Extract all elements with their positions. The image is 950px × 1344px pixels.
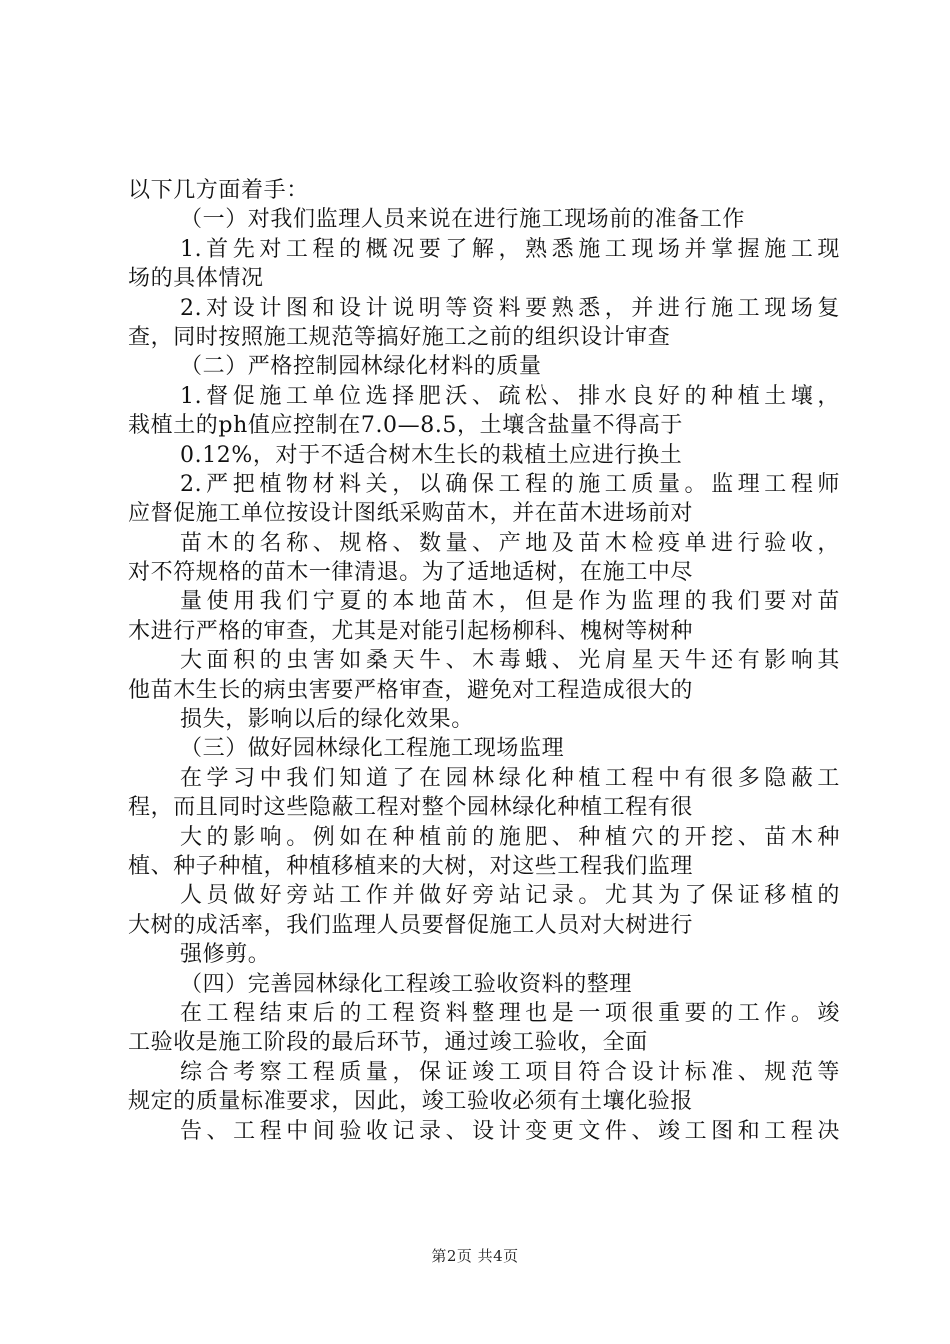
text-line: 大的影响。例如在种植前的施肥、种植穴的开挖、苗木种 xyxy=(180,824,840,850)
text-line: （二）严格控制园林绿化材料的质量 xyxy=(180,354,542,380)
text-line: 人员做好旁站工作并做好旁站记录。尤其为了保证移植的 xyxy=(180,883,840,909)
text-line: 苗木的名称、规格、数量、产地及苗木检疫单进行验收， xyxy=(180,530,840,556)
text-line: 以下几方面着手： xyxy=(128,178,309,203)
text-line: （三）做好园林绿化工程施工现场监理 xyxy=(180,736,565,762)
text-line: 1.首先对工程的概况要了解，熟悉施工现场并掌握施工现 xyxy=(180,236,840,262)
text-line: 应督促施工单位按设计图纸采购苗木，并在苗木进场前对 xyxy=(128,501,694,527)
text-line: 量使用我们宁夏的本地苗木，但是作为监理的我们要对苗 xyxy=(180,589,840,615)
document-body xyxy=(128,176,840,1146)
text-line: 对不符规格的苗木一律清退。为了适地适树，在施工中尽 xyxy=(128,560,694,586)
text-line: 植、种子种植，种植移植来的大树，对这些工程我们监理 xyxy=(128,853,694,879)
text-line: 1.督促施工单位选择肥沃、疏松、排水良好的种植土壤， xyxy=(180,383,840,409)
text-line: 场的具体情况 xyxy=(128,266,264,292)
text-line: 强修剪。 xyxy=(180,942,271,968)
text-line: （一）对我们监理人员来说在进行施工现场前的准备工作 xyxy=(180,207,746,233)
text-line: 告、工程中间验收记录、设计变更文件、竣工图和工程决 xyxy=(180,1118,840,1144)
text-line: 栽植土的ph值应控制在7.0—8.5，土壤含盐量不得高于 xyxy=(128,413,684,439)
text-line: 工验收是施工阶段的最后环节，通过竣工验收，全面 xyxy=(128,1030,648,1056)
text-line: 木进行严格的审查，尤其是对能引起杨柳科、槐树等树种 xyxy=(128,618,694,644)
text-line: 他苗木生长的病虫害要严格审查，避免对工程造成很大的 xyxy=(128,677,694,703)
text-line: 损失，影响以后的绿化效果。 xyxy=(180,707,474,733)
text-line: （四）完善园林绿化工程竣工验收资料的整理 xyxy=(180,971,633,997)
text-line: 程，而且同时这些隐蔽工程对整个园林绿化种植工程有很 xyxy=(128,795,694,821)
page-footer: 第2页 共4页 xyxy=(431,1247,519,1265)
text-line: 规定的质量标准要求，因此，竣工验收必须有土壤化验报 xyxy=(128,1089,694,1115)
text-line: 2.严把植物材料关，以确保工程的施工质量。监理工程师 xyxy=(180,471,840,497)
text-line: 在学习中我们知道了在园林绿化种植工程中有很多隐蔽工 xyxy=(180,765,840,791)
text-line: 在工程结束后的工程资料整理也是一项很重要的工作。竣 xyxy=(180,1000,840,1026)
text-line: 2.对设计图和设计说明等资料要熟悉，并进行施工现场复 xyxy=(180,295,840,321)
text-line: 大树的成活率，我们监理人员要督促施工人员对大树进行 xyxy=(128,912,694,938)
text-line: 查，同时按照施工规范等搞好施工之前的组织设计审查 xyxy=(128,324,671,350)
text-line: 综合考察工程质量，保证竣工项目符合设计标准、规范等 xyxy=(180,1059,840,1085)
text-line: 0.12%，对于不适合树木生长的栽植土应进行换土 xyxy=(180,442,683,468)
text-line: 大面积的虫害如桑天牛、木毒蛾、光肩星天牛还有影响其 xyxy=(180,648,840,674)
